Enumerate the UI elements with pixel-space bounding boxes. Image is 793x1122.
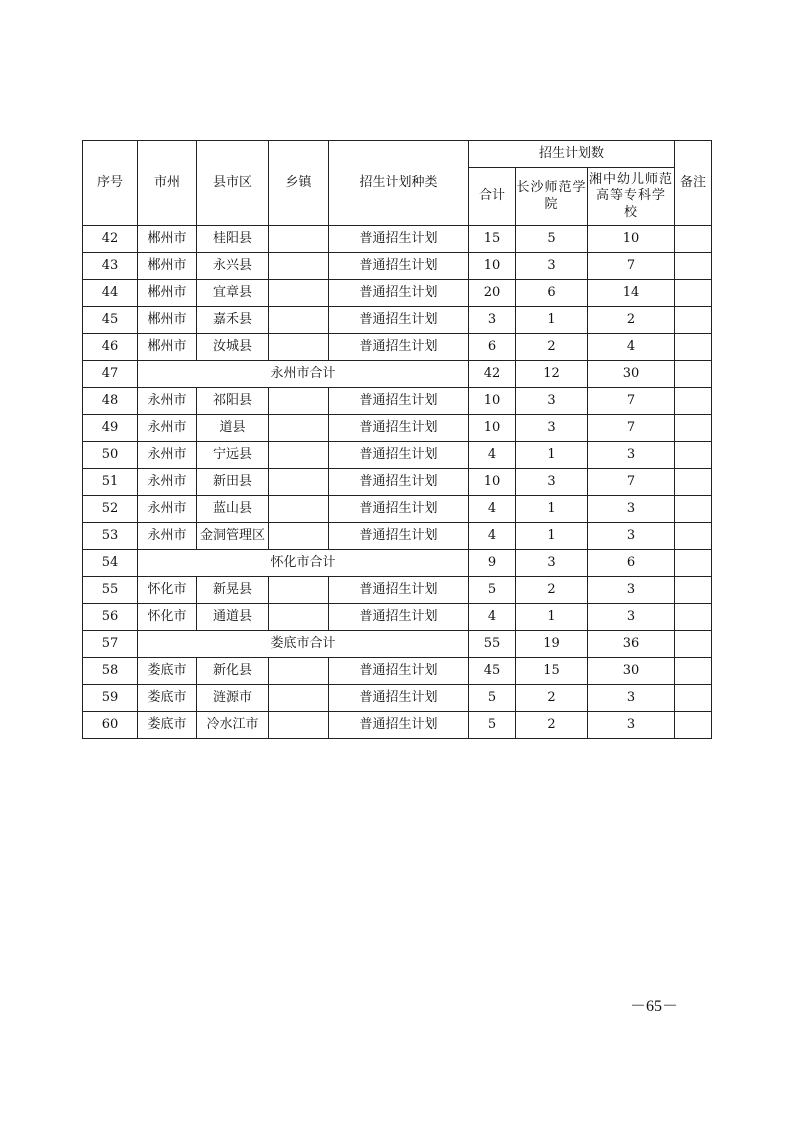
cell-county: 新晃县	[197, 577, 269, 604]
cell-school-changsha: 15	[516, 658, 588, 685]
cell-plan-type: 普通招生计划	[329, 712, 469, 739]
header-seq: 序号	[83, 141, 138, 226]
cell-remark	[675, 658, 712, 685]
cell-plan-type: 普通招生计划	[329, 226, 469, 253]
cell-school-xiangzhong: 7	[588, 253, 675, 280]
cell-school-xiangzhong: 6	[588, 550, 675, 577]
cell-total: 10	[469, 388, 516, 415]
cell-total: 4	[469, 442, 516, 469]
cell-county: 宁远县	[197, 442, 269, 469]
cell-town	[269, 685, 329, 712]
cell-town	[269, 388, 329, 415]
cell-remark	[675, 577, 712, 604]
cell-seq: 57	[83, 631, 138, 658]
cell-county: 冷水江市	[197, 712, 269, 739]
table-row	[83, 253, 712, 280]
cell-school-xiangzhong: 30	[588, 658, 675, 685]
cell-county: 永兴县	[197, 253, 269, 280]
cell-remark	[675, 280, 712, 307]
cell-seq: 50	[83, 442, 138, 469]
cell-city: 永州市	[138, 496, 197, 523]
cell-seq: 58	[83, 658, 138, 685]
cell-school-changsha: 3	[516, 415, 588, 442]
table-row	[83, 604, 712, 631]
cell-school-changsha: 1	[516, 496, 588, 523]
header-town: 乡镇	[269, 141, 329, 226]
table-row	[83, 334, 712, 361]
cell-town	[269, 658, 329, 685]
cell-county: 新化县	[197, 658, 269, 685]
cell-county: 汝城县	[197, 334, 269, 361]
cell-remark	[675, 334, 712, 361]
cell-school-changsha: 2	[516, 685, 588, 712]
table-row	[83, 523, 712, 550]
page-number: －65－	[630, 998, 679, 1015]
cell-remark	[675, 415, 712, 442]
cell-seq: 42	[83, 226, 138, 253]
cell-town	[269, 307, 329, 334]
cell-school-xiangzhong: 3	[588, 604, 675, 631]
cell-school-changsha: 2	[516, 712, 588, 739]
cell-town	[269, 334, 329, 361]
cell-remark	[675, 631, 712, 658]
cell-city: 永州市	[138, 469, 197, 496]
cell-county: 祁阳县	[197, 388, 269, 415]
cell-school-xiangzhong: 3	[588, 685, 675, 712]
cell-plan-type: 普通招生计划	[329, 523, 469, 550]
cell-school-changsha: 19	[516, 631, 588, 658]
cell-city: 郴州市	[138, 307, 197, 334]
cell-plan-type: 普通招生计划	[329, 388, 469, 415]
subtotal-row	[83, 361, 712, 388]
cell-remark	[675, 307, 712, 334]
cell-school-xiangzhong: 7	[588, 415, 675, 442]
cell-total: 4	[469, 523, 516, 550]
cell-seq: 48	[83, 388, 138, 415]
header-remark: 备注	[675, 141, 712, 226]
cell-seq: 46	[83, 334, 138, 361]
cell-city: 娄底市	[138, 712, 197, 739]
header-county: 县市区	[197, 141, 269, 226]
cell-town	[269, 577, 329, 604]
cell-total: 15	[469, 226, 516, 253]
cell-city: 郴州市	[138, 280, 197, 307]
cell-school-xiangzhong: 30	[588, 361, 675, 388]
cell-town	[269, 253, 329, 280]
cell-plan-type: 普通招生计划	[329, 496, 469, 523]
cell-school-xiangzhong: 7	[588, 469, 675, 496]
cell-total: 4	[469, 496, 516, 523]
cell-school-changsha: 2	[516, 577, 588, 604]
cell-plan-type: 普通招生计划	[329, 685, 469, 712]
cell-seq: 51	[83, 469, 138, 496]
cell-county: 金洞管理区	[197, 523, 269, 550]
cell-county: 通道县	[197, 604, 269, 631]
cell-school-xiangzhong: 7	[588, 388, 675, 415]
cell-plan-type: 普通招生计划	[329, 415, 469, 442]
cell-school-xiangzhong: 4	[588, 334, 675, 361]
cell-total: 10	[469, 469, 516, 496]
cell-city: 怀化市	[138, 577, 197, 604]
cell-town	[269, 226, 329, 253]
header-city: 市州	[138, 141, 197, 226]
cell-city: 郴州市	[138, 253, 197, 280]
cell-school-xiangzhong: 3	[588, 523, 675, 550]
cell-subtotal-label: 怀化市合计	[138, 550, 469, 577]
cell-school-changsha: 1	[516, 523, 588, 550]
cell-city: 怀化市	[138, 604, 197, 631]
cell-total: 5	[469, 577, 516, 604]
cell-school-xiangzhong: 14	[588, 280, 675, 307]
cell-remark	[675, 550, 712, 577]
table-row	[83, 307, 712, 334]
cell-county: 桂阳县	[197, 226, 269, 253]
cell-county: 蓝山县	[197, 496, 269, 523]
cell-remark	[675, 469, 712, 496]
cell-town	[269, 280, 329, 307]
cell-plan-type: 普通招生计划	[329, 334, 469, 361]
table-row	[83, 658, 712, 685]
cell-school-changsha: 1	[516, 604, 588, 631]
cell-plan-type: 普通招生计划	[329, 253, 469, 280]
cell-remark	[675, 226, 712, 253]
cell-town	[269, 712, 329, 739]
cell-school-changsha: 3	[516, 388, 588, 415]
cell-school-xiangzhong: 3	[588, 712, 675, 739]
cell-school-changsha: 3	[516, 469, 588, 496]
cell-town	[269, 469, 329, 496]
cell-remark	[675, 523, 712, 550]
subtotal-row	[83, 550, 712, 577]
cell-plan-type: 普通招生计划	[329, 577, 469, 604]
table-row	[83, 712, 712, 739]
cell-school-xiangzhong: 3	[588, 577, 675, 604]
cell-seq: 56	[83, 604, 138, 631]
cell-remark	[675, 388, 712, 415]
cell-city: 永州市	[138, 388, 197, 415]
header-plan-count: 招生计划数	[469, 141, 675, 168]
cell-town	[269, 442, 329, 469]
cell-city: 永州市	[138, 442, 197, 469]
header-plan-type: 招生计划种类	[329, 141, 469, 226]
cell-plan-type: 普通招生计划	[329, 442, 469, 469]
cell-school-changsha: 2	[516, 334, 588, 361]
table-row	[83, 577, 712, 604]
table-row	[83, 442, 712, 469]
cell-seq: 54	[83, 550, 138, 577]
cell-school-changsha: 1	[516, 442, 588, 469]
cell-total: 9	[469, 550, 516, 577]
header-total: 合计	[469, 168, 516, 226]
cell-plan-type: 普通招生计划	[329, 280, 469, 307]
cell-total: 10	[469, 415, 516, 442]
cell-school-xiangzhong: 3	[588, 496, 675, 523]
cell-school-xiangzhong: 10	[588, 226, 675, 253]
cell-school-changsha: 3	[516, 253, 588, 280]
table-row	[83, 388, 712, 415]
cell-seq: 55	[83, 577, 138, 604]
cell-seq: 47	[83, 361, 138, 388]
cell-school-xiangzhong: 2	[588, 307, 675, 334]
cell-school-xiangzhong: 3	[588, 442, 675, 469]
cell-seq: 59	[83, 685, 138, 712]
cell-school-changsha: 1	[516, 307, 588, 334]
cell-city: 娄底市	[138, 658, 197, 685]
subtotal-row	[83, 631, 712, 658]
cell-city: 娄底市	[138, 685, 197, 712]
cell-city: 郴州市	[138, 226, 197, 253]
cell-county: 宜章县	[197, 280, 269, 307]
cell-town	[269, 604, 329, 631]
cell-county: 新田县	[197, 469, 269, 496]
cell-seq: 44	[83, 280, 138, 307]
cell-total: 42	[469, 361, 516, 388]
table-row	[83, 496, 712, 523]
cell-subtotal-label: 永州市合计	[138, 361, 469, 388]
cell-remark	[675, 712, 712, 739]
cell-total: 45	[469, 658, 516, 685]
cell-city: 永州市	[138, 415, 197, 442]
cell-school-changsha: 12	[516, 361, 588, 388]
table-row	[83, 685, 712, 712]
cell-seq: 52	[83, 496, 138, 523]
cell-plan-type: 普通招生计划	[329, 658, 469, 685]
cell-subtotal-label: 娄底市合计	[138, 631, 469, 658]
cell-seq: 45	[83, 307, 138, 334]
cell-total: 3	[469, 307, 516, 334]
cell-remark	[675, 496, 712, 523]
cell-county: 嘉禾县	[197, 307, 269, 334]
cell-county: 道县	[197, 415, 269, 442]
table-body	[83, 226, 712, 739]
cell-seq: 43	[83, 253, 138, 280]
cell-town	[269, 496, 329, 523]
cell-remark	[675, 253, 712, 280]
table-row	[83, 280, 712, 307]
cell-total: 5	[469, 712, 516, 739]
cell-total: 55	[469, 631, 516, 658]
cell-remark	[675, 442, 712, 469]
cell-school-changsha: 6	[516, 280, 588, 307]
cell-seq: 53	[83, 523, 138, 550]
cell-school-changsha: 5	[516, 226, 588, 253]
header-school-changsha: 长沙师范学 院	[516, 168, 588, 226]
cell-total: 6	[469, 334, 516, 361]
cell-plan-type: 普通招生计划	[329, 307, 469, 334]
cell-total: 10	[469, 253, 516, 280]
cell-town	[269, 415, 329, 442]
cell-county: 涟源市	[197, 685, 269, 712]
cell-remark	[675, 361, 712, 388]
cell-city: 永州市	[138, 523, 197, 550]
table-row	[83, 415, 712, 442]
cell-city: 郴州市	[138, 334, 197, 361]
cell-remark	[675, 604, 712, 631]
table-row	[83, 469, 712, 496]
table-row	[83, 226, 712, 253]
cell-school-changsha: 3	[516, 550, 588, 577]
cell-school-xiangzhong: 36	[588, 631, 675, 658]
cell-plan-type: 普通招生计划	[329, 604, 469, 631]
cell-total: 5	[469, 685, 516, 712]
cell-plan-type: 普通招生计划	[329, 469, 469, 496]
cell-seq: 49	[83, 415, 138, 442]
header-school-xiangzhong: 湘中幼儿师范高等专科学 校	[588, 168, 675, 226]
cell-total: 20	[469, 280, 516, 307]
cell-seq: 60	[83, 712, 138, 739]
enrollment-plan-table	[82, 140, 712, 739]
cell-town	[269, 523, 329, 550]
cell-total: 4	[469, 604, 516, 631]
cell-remark	[675, 685, 712, 712]
